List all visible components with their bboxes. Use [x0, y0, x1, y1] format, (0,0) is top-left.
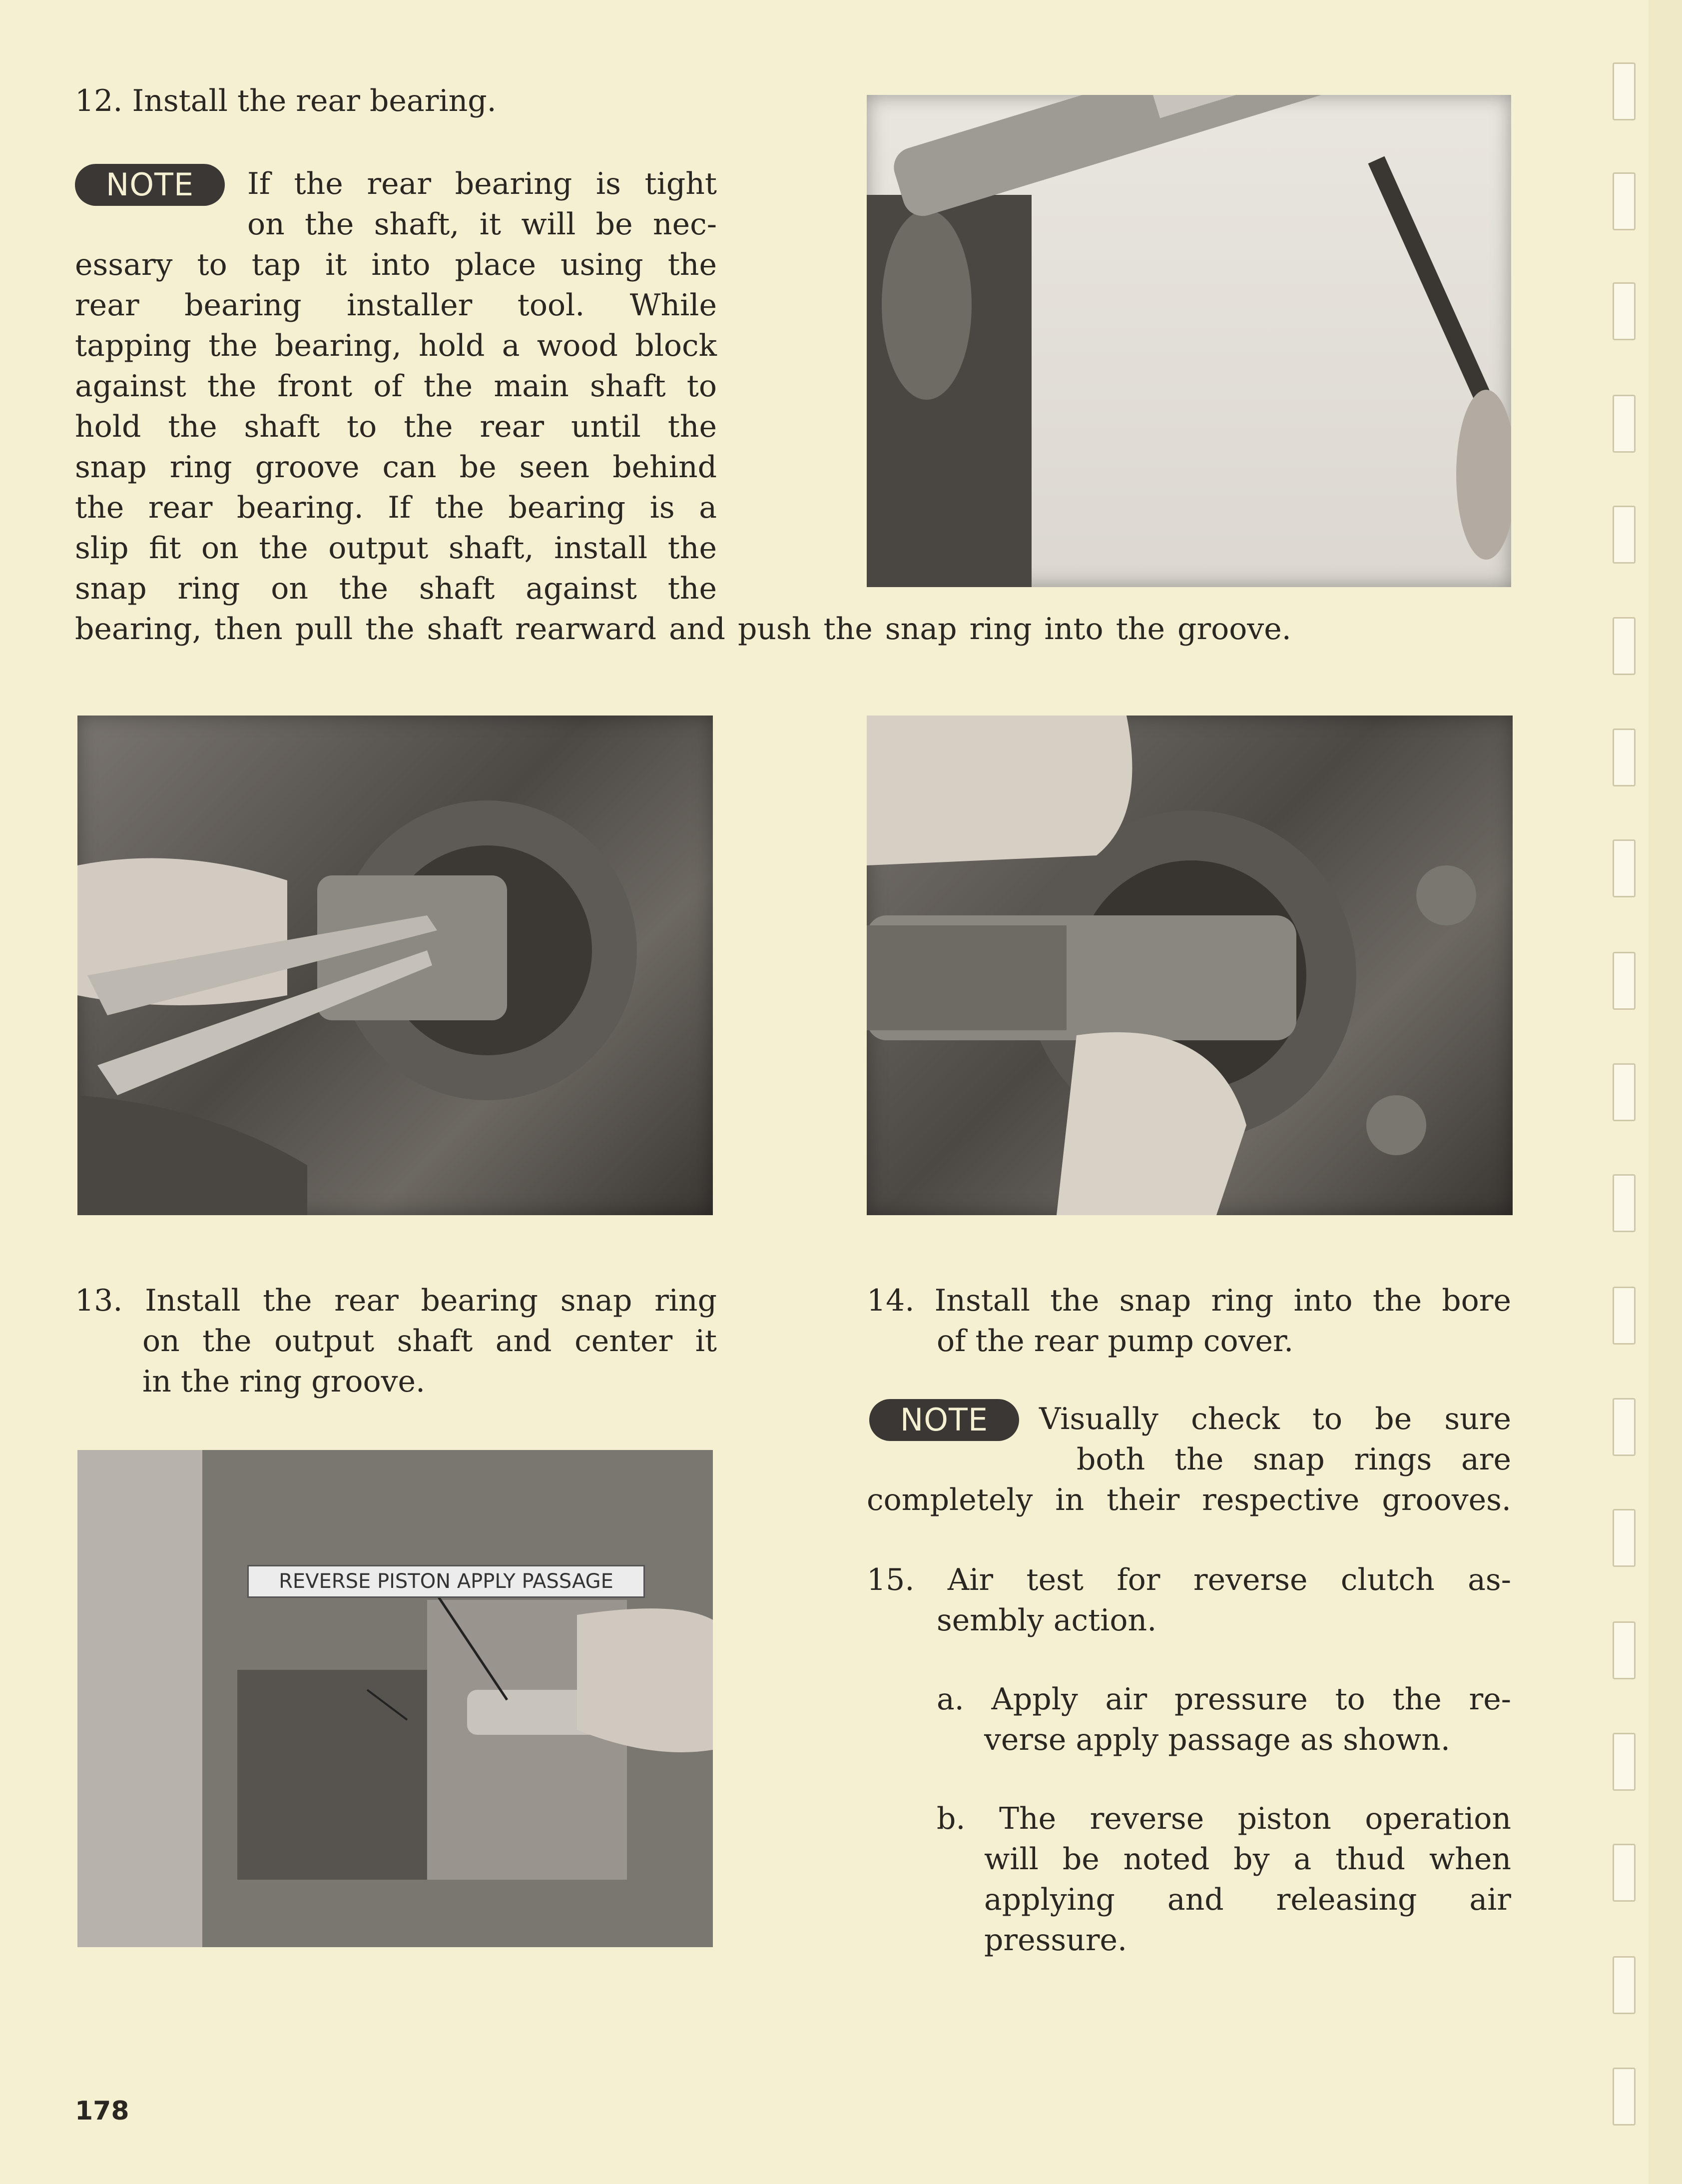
step-12-note-line: slip fit on the output shaft, install the [75, 531, 717, 566]
binder-tab [1613, 1174, 1636, 1232]
binder-tab [1613, 728, 1636, 786]
binder-tab [1613, 839, 1636, 897]
step-15-line: 15. Air test for reverse clutch as- [867, 1562, 1511, 1597]
photo-rear-bearing-installer [867, 95, 1511, 587]
binder-tab [1613, 1287, 1636, 1345]
binder-tab [1613, 395, 1636, 453]
photo-snap-ring-pliers [77, 716, 713, 1215]
step-12-note-line: essary to tap it into place using the [75, 247, 717, 282]
step-15b-line: b. The reverse piston operation [937, 1801, 1511, 1836]
step-15a-line: verse apply passage as shown. [984, 1722, 1450, 1757]
page-number: 178 [75, 2096, 129, 2126]
binder-tab [1613, 1956, 1636, 2014]
binder-tab [1613, 1063, 1636, 1121]
step-12-note-line: If the rear bearing is tight [247, 166, 717, 201]
binder-tab [1613, 1844, 1636, 1902]
step-12-note-line: the rear bearing. If the bearing is a [75, 490, 717, 525]
step-14-note-line: Visually check to be sure [1039, 1402, 1511, 1437]
note-badge: NOTE [75, 164, 225, 206]
binder-tab [1613, 1733, 1636, 1791]
step-12-heading: 12. Install the rear bearing. [75, 83, 497, 118]
binder-tab [1613, 2068, 1636, 2126]
binder-tab [1613, 282, 1636, 340]
page-edge [1649, 0, 1682, 2184]
binder-tab [1613, 1621, 1636, 1679]
binder-tab [1613, 1398, 1636, 1456]
step-15b-line: will be noted by a thud when [984, 1842, 1511, 1877]
note-badge: NOTE [869, 1399, 1019, 1441]
step-12-note-line: hold the shaft to the rear until the [75, 409, 717, 444]
binder-tab [1613, 1509, 1636, 1567]
step-12-note-line: snap ring groove can be seen behind [75, 450, 717, 485]
step-12-note-line: on the shaft, it will be nec- [247, 207, 717, 242]
step-12-note-line: snap ring on the shaft against the [75, 571, 717, 606]
step-14-line: 14. Install the snap ring into the bore [867, 1283, 1511, 1318]
step-15a-line: a. Apply air pressure to the re- [937, 1682, 1511, 1717]
photo-callout-label: REVERSE PISTON APPLY PASSAGE [247, 1565, 645, 1598]
photo-air-test [77, 1450, 713, 1947]
step-14-note-line: both the snap rings are [1077, 1442, 1511, 1477]
step-12-note-last-line: bearing, then pull the shaft rearward and push the snap ring into the groove. [75, 612, 1291, 647]
photo-snap-ring-bore [867, 716, 1513, 1215]
step-15-line: sembly action. [937, 1603, 1157, 1638]
step-13-line: on the output shaft and center it [142, 1324, 717, 1359]
binder-tab [1613, 62, 1636, 120]
step-12-note-line: tapping the bearing, hold a wood block [75, 328, 717, 363]
binder-tab [1613, 617, 1636, 675]
step-12-note-line: rear bearing installer tool. While [75, 288, 717, 323]
step-15b-line: pressure. [984, 1923, 1127, 1958]
binder-tab [1613, 506, 1636, 564]
step-14-line: of the rear pump cover. [937, 1324, 1294, 1359]
binder-tab [1613, 172, 1636, 230]
binder-tab [1613, 952, 1636, 1010]
step-14-note-line: completely in their respective grooves. [867, 1482, 1511, 1517]
step-13-line: in the ring groove. [142, 1364, 426, 1399]
step-15b-line: applying and releasing air [984, 1882, 1511, 1917]
step-12-note-line: against the front of the main shaft to [75, 369, 717, 404]
step-13-line: 13. Install the rear bearing snap ring [75, 1283, 717, 1318]
